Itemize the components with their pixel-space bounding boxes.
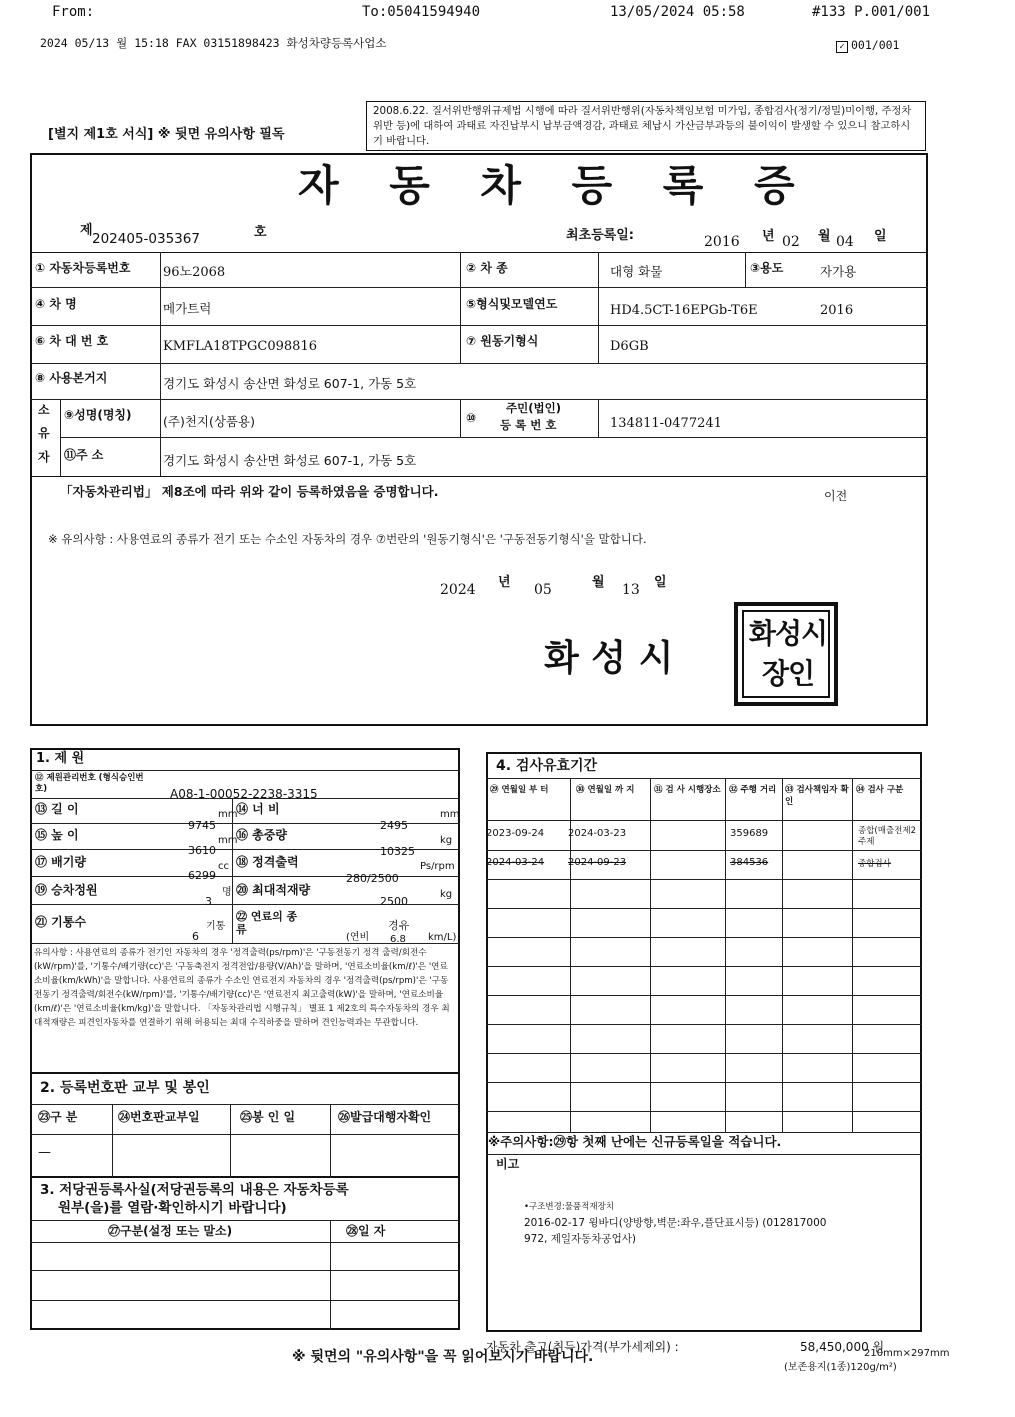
first-reg-year-unit: 년 [762,229,775,244]
grid-line [30,399,928,400]
issue-month-unit: 월 [592,575,605,590]
engine-label: ⑦ 원동기형식 [466,334,539,348]
fax-subheader: 2024 05/13 월 15:18 FAX 03151898423 화성차량등록사업소 [40,36,387,50]
grid-line [486,850,922,851]
issue-month: 05 [534,582,552,598]
grid-line [486,1024,922,1025]
power-unit: Ps/rpm [420,861,455,872]
grid-line [486,937,922,938]
price-value: 58,450,000 원 [800,1340,885,1354]
fax-counter-text: 001/001 [851,38,900,52]
height-unit: mm [218,835,238,846]
length-label: ⑬ 길 이 [35,802,79,816]
height-label: ⑮ 높 이 [35,828,79,842]
total-weight-label: ⑯ 총중량 [236,828,287,842]
owner-name-label: ⑨성명(명칭) [64,408,132,422]
fax-from: From: [52,4,95,20]
reg-no-value: 96노2068 [163,265,226,280]
spec-notes: 유의사항 : 사용연료의 종류가 전기인 자동차의 경우 '정격출력(ps/rpm)'은 '구동전동기 정격 출력/회전수(kW/rpm)'를, '기통수/배기량(cc)'은 '구동축전지 정격전압/용량(V/Ah)'을 말하며, '연료소비율(km/ℓ)'은 '연료소비율(km/kWh)'을 말합니다. 사용연료의 종류가 수소인 연료전지 자동차의 경우 '정격출력(ps/rpm)'은 '구동전동기 정격출력/회전수(kW/rpm)'를, '기통수/배기량(cc)'은 '연료전지 최고출력(kW)'을 말하며, '연료소비율(km/ℓ)'은 '연료소비율(km/kg)'을 말합니다. 「자동차관리법 시행규칙」 별표 1 제2호의 특수자동차의 경우 최대적재량은 피견인자동차를 연결하기 위해 허용되는 최대 수직하중을 말하며 견인능력과는 무관합니다. [34,948,450,1028]
approval-label: ⑫ 제원관리번호 (형식승인번호) [35,773,144,794]
grid-line [852,778,853,1132]
grid-line [486,966,922,967]
grid-line [782,778,783,1132]
remarks-line-2: 2016-02-17 윙바디(양방향,벽문:좌우,플단표시등) (012817000 [524,1217,827,1229]
use-value: 자가용 [820,264,857,279]
owner-name-value: (주)천지(상품용) [163,414,255,429]
capacity-label: ⑲ 승차정원 [35,883,98,897]
first-reg-year: 2016 [704,234,740,250]
reg-no-suffix: 호 [254,225,267,240]
displacement-value: 6299 [188,869,216,882]
owner-side-2: 유 [38,426,50,440]
first-reg-day-unit: 일 [874,229,887,244]
vehicle-type-label: ② 차 종 [466,261,508,275]
owner-side-3: 자 [38,450,50,464]
grid-line [460,399,461,437]
grid-line [460,252,461,363]
insp-row-1-from: 2023-09-24 [486,828,545,839]
insp-row-1-kind: 종합(매출전제2주제 [858,826,916,847]
grid-line [112,1104,113,1178]
fax-to: To:05041594940 [362,4,481,20]
insp-row-1-mileage: 359689 [730,828,769,839]
certify-text: 「자동차관리법」 제8조에 따라 위와 같이 등록하였음을 증명합니다. [60,484,439,499]
grid-line [486,995,922,996]
grid-line [30,1220,460,1221]
lien-col-kind: ㉗구분(설정 또는 말소) [108,1224,233,1238]
grid-line [30,770,460,771]
fuel-label: ㉒ 연료의 종류 [236,910,298,936]
notice-box [366,101,926,151]
price-label: 자동차 출고(취득)가격(부가세제외) : [486,1340,679,1354]
owner-addr-value: 경기도 화성시 송산면 화성로 607-1, 가동 5호 [163,453,417,468]
insp-row-2-mileage: 384536 [730,857,769,868]
total-weight-value: 10325 [380,845,415,858]
insp-row-2-to: 2024-09-23 [568,857,627,868]
lien-header-2: 원부(을)를 열람·확인하시기 바랍니다) [58,1200,287,1216]
lien-header-1: 3. 저당권등록사실(저당권등록의 내용은 자동차등록 [40,1182,349,1198]
paper-size: 210mm×297mm [864,1348,950,1359]
insp-col-kind: ㉞ 검사 구분 [856,785,904,795]
form-id: [별지 제1호 서식] ※ 뒷면 유의사항 필독 [48,127,285,142]
lien-col-date: ㉘일 자 [346,1224,386,1238]
id-label-num: ⑩ [466,411,477,425]
insp-row-2-kind: 종합검사 [858,859,891,869]
grid-line [30,1104,460,1105]
max-load-value: 2500 [380,895,408,908]
owner-side-1: 소 [38,403,50,417]
model-year-value: 2016 [820,303,854,318]
grid-line [486,879,922,880]
displacement-label: ⑰ 배기량 [35,855,86,869]
insp-row-1-to: 2024-03-23 [568,828,627,839]
plate-col-seal: ㉕봉 인 일 [240,1110,296,1124]
grid-line [230,1104,231,1178]
height-value: 3610 [188,844,216,857]
issue-year: 2024 [440,582,476,598]
spec-header: 1. 제 원 [36,751,85,766]
grid-line [486,1082,922,1083]
capacity-value: 3 [205,895,212,908]
fax-counter [836,40,899,53]
grid-line [745,252,746,287]
grid-line [486,908,922,909]
width-label: ⑭ 너 비 [236,802,280,816]
remarks-line-1: •구조변경:물품적재장치 [524,1202,614,1212]
model-value: HD4.5CT-16EPGb-T6E [610,303,758,318]
grid-line [30,325,928,326]
efficiency-value: 6.8 [390,934,406,945]
plate-header: 2. 등록번호판 교부 및 봉인 [40,1080,210,1096]
inspection-section [486,752,922,1332]
base-value: 경기도 화성시 송산면 화성로 607-1, 가동 5호 [163,376,417,391]
grid-line [598,252,599,363]
length-unit: mm [218,809,238,820]
back-notice: ※ 뒷면의 "유의사항"을 꼭 읽어보시기 바랍니다. [292,1349,594,1365]
insp-col-mileage: ㉜ 주행 거리 [729,785,777,795]
grid-line [486,1053,922,1054]
first-reg-day: 04 [836,234,854,250]
use-label: ③용도 [750,261,784,275]
issue-day-unit: 일 [654,575,667,590]
grid-line [30,1270,460,1271]
insp-col-place: ㉛ 검 사 시행장소 [654,785,721,795]
vin-value: KMFLA18TPGC098816 [163,339,317,354]
insp-row-2-from: 2024-03-24 [486,857,545,868]
certify-extra: 이전 [824,489,848,503]
reg-number: 202405-035367 [92,231,200,247]
grid-line [60,399,61,476]
max-load-label: ⑳ 최대적재량 [236,883,311,897]
vin-label: ⑥ 차 대 번 호 [35,334,109,348]
grid-line [330,1104,331,1178]
insp-col-inspector: ㉝ 검사책임자 확인 [785,785,849,807]
grid-line [486,820,922,821]
power-label: ⑱ 정격출력 [236,855,299,869]
grid-line [30,287,928,288]
insp-col-to: ㉚ 연월일 까 지 [576,785,635,795]
grid-line [598,399,599,437]
first-reg-label: 최초등록일: [566,228,634,243]
vehicle-name-label: ④ 차 명 [35,297,77,311]
grid-line [160,399,161,476]
power-value: 280/2500 [346,872,399,885]
fax-page: #133 P.001/001 [812,4,931,20]
vehicle-name-value: 메가트럭 [163,301,212,316]
grid-line [30,252,928,253]
approval-no: A08-1-00052-2238-3315 [170,787,318,801]
grid-line [486,1111,922,1112]
issuer-name: 화 성 시 [544,637,674,679]
grid-line [486,778,922,779]
grid-line [725,778,726,1132]
inspection-header: 4. 검사유효기간 [496,758,598,774]
fax-check-icon: ✓ [836,41,848,53]
seal-text: 화성시장인 [748,617,828,690]
cylinders-unit: 기통 [206,921,226,932]
capacity-unit: 명 [222,887,232,898]
grid-line [486,1154,922,1155]
paper-spec: (보존용지(1종)120g/m²) [784,1362,897,1373]
caution-main: ※ 유의사항 : 사용연료의 종류가 전기 또는 수소인 자동차의 경우 ⑦번란의 '원동기형식'은 '구동전동기형식'을 말합니다. [48,532,647,546]
reg-no-label: ① 자동차등록번호 [35,261,131,275]
model-label: ⑤형식및모델연도 [466,297,558,311]
first-reg-month-unit: 월 [818,229,831,244]
grid-line [30,476,928,477]
inspection-caution: ※주의사항:㉙항 첫째 난에는 신규등록일을 적습니다. [488,1134,782,1149]
vehicle-type-value: 대형 화물 [610,264,663,279]
efficiency-prefix: (연비 [346,932,370,943]
first-reg-month: 02 [782,234,800,250]
plate-col-agent: ㉖발급대행자확인 [338,1110,432,1124]
grid-line [650,778,651,1132]
max-load-unit: kg [440,889,453,900]
grid-line [486,1132,922,1133]
id-number-value: 134811-0477241 [610,416,722,431]
base-label: ⑧ 사용본거지 [35,371,108,385]
page-title: 자 동 차 등 록 증 [298,161,813,210]
notice-text: 2008.6.22. 질서위반행위규제법 시행에 따라 질서위반행위(자동차책임보험 미가입, 종합검사(정기/정밀)미이행, 주정차위반 등)에 대하여 과태료 자진납부시 납부금액경감, 과태료 체납시 가산금부과등의 불이익이 발생할 수 있으니 참고하시기 바랍니다. [373,105,912,147]
efficiency-unit: km/L) [428,932,457,943]
total-weight-unit: kg [440,835,453,846]
cylinders-value: 6 [192,930,199,943]
plate-col-kind: ㉓구 분 [38,1110,78,1124]
grid-line [30,1134,460,1135]
plate-row-kind: — [38,1145,51,1160]
grid-line [30,363,928,364]
id-label-2: 등 록 번 호 [500,418,557,432]
insp-col-from: ㉙ 연월일 부 터 [490,785,549,795]
width-value: 2495 [380,819,408,832]
official-seal [734,602,838,706]
grid-line [60,437,928,438]
length-value: 9745 [188,819,216,832]
reg-no-prefix: 제 [80,223,93,238]
engine-value: D6GB [610,339,649,354]
fuel-value: 경유 [388,919,410,932]
issue-year-unit: 년 [498,575,511,590]
grid-line [160,252,161,399]
grid-line [30,1300,460,1301]
issue-day: 13 [622,582,640,598]
remarks-label: 비고 [496,1157,520,1171]
cylinders-label: ㉑ 기통수 [35,915,86,929]
displacement-unit: cc [218,861,229,872]
plate-col-issue: ㉔번호판교부일 [118,1110,200,1124]
owner-addr-label: ⑪주 소 [64,448,104,462]
grid-line [30,1242,460,1243]
grid-line [330,1220,331,1330]
width-unit: mm [440,809,460,820]
remarks-line-3: 972, 제일자동차공업사) [524,1233,636,1245]
id-label-1: 주민(법인) [506,401,561,415]
fax-datetime: 13/05/2024 05:58 [610,4,745,20]
